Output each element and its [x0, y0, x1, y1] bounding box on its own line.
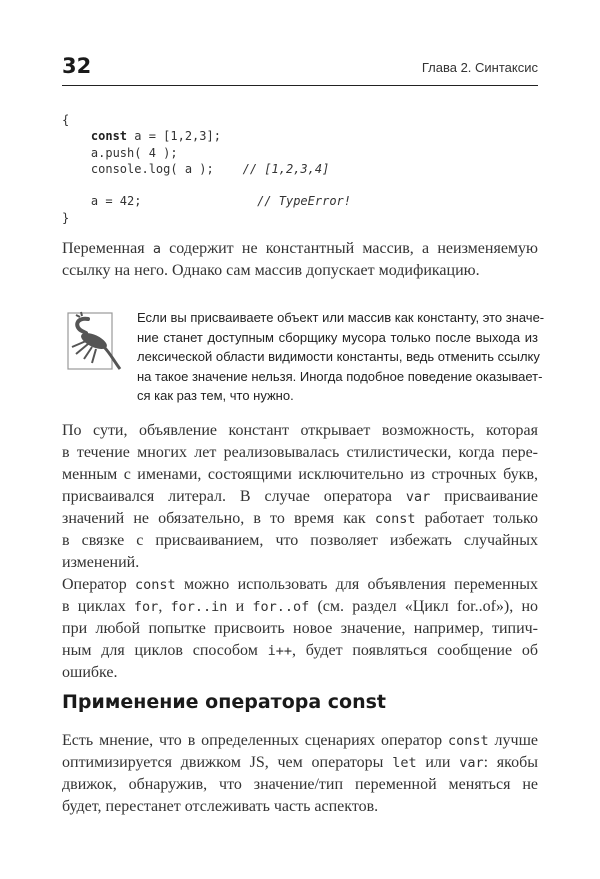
- inline-code: let: [392, 755, 417, 771]
- text-run: По сути, объявление констант открывает возможность, которая: [62, 422, 538, 439]
- code-line: [62, 193, 351, 209]
- text-run: или: [416, 754, 460, 771]
- text-run: в связке с присваиванием, что позволяет избежать случайных: [62, 532, 538, 549]
- text-line: [62, 730, 538, 752]
- text-run: содержит не константный массив, а неизменяемую: [160, 240, 539, 257]
- text-run: (см. раздел «Цикл for..of»), но: [309, 598, 539, 615]
- code-comment: // TypeError!: [257, 194, 351, 209]
- text-line: [62, 238, 538, 260]
- text-run: в течение многих лет реализовывалась стилистически, когда пере-: [62, 444, 538, 461]
- code-text: a = [1,2,3];: [127, 129, 221, 144]
- text-line: [62, 796, 538, 818]
- text-run: при любой попытке присвоить новое значение, например, типич-: [62, 620, 538, 637]
- text-run: изменений.: [62, 554, 140, 571]
- text-run: , будет появляться сообщение об: [292, 642, 538, 659]
- text-run: лучше: [488, 732, 539, 749]
- text-line: [62, 530, 538, 552]
- text-line: [62, 464, 538, 486]
- paragraph: [62, 574, 538, 684]
- text-line: [62, 662, 538, 684]
- code-text: }: [62, 210, 70, 225]
- inline-code: for: [133, 599, 159, 615]
- text-run: менным с именами, состоящими исключительно из строчных букв,: [62, 466, 538, 483]
- text-run: Оператор: [62, 576, 135, 593]
- code-text: console.log( a );: [62, 161, 243, 176]
- text-run: можно использовать для объявления переменных: [175, 576, 539, 593]
- inline-code: var: [405, 489, 431, 505]
- inline-code: i++: [267, 643, 293, 659]
- text-run: будет, перестанет отслеживать часть аспектов.: [62, 798, 379, 815]
- text-line: [62, 640, 538, 662]
- text-run: ным для циклов способом: [62, 642, 268, 659]
- scorpion-icon: [66, 311, 122, 375]
- inline-code: const: [135, 577, 176, 593]
- text-line: [62, 552, 538, 574]
- text-line: [62, 596, 538, 618]
- inline-code: for..of: [252, 599, 310, 615]
- code-line: [62, 128, 351, 144]
- text-line: [62, 574, 538, 596]
- text-run: работает только: [415, 510, 538, 527]
- text-run: ,: [158, 598, 171, 615]
- code-text: a.push( 4 );: [62, 145, 178, 160]
- code-block: [62, 112, 351, 226]
- section-heading: Применение оператора const: [62, 691, 387, 713]
- page-number: 32: [62, 54, 92, 78]
- text-line: [62, 486, 538, 508]
- note-line: Если вы присваиваете объект или массив как константу, это значе-: [137, 310, 545, 325]
- text-line: [62, 420, 538, 442]
- note-line: на такое значение нельзя. Иногда подобное поведение оказывает-: [137, 368, 543, 384]
- text-run: : якобы: [483, 754, 539, 771]
- paragraph: [62, 730, 538, 818]
- text-run: присваивался литерал. В случае оператора: [62, 488, 406, 505]
- inline-code: const: [374, 511, 416, 527]
- text-run: в циклах: [62, 598, 134, 615]
- paragraph: [62, 420, 538, 574]
- code-comment: // [1,2,3,4]: [242, 161, 330, 176]
- code-line: [62, 112, 351, 128]
- code-text: {: [62, 113, 70, 127]
- code-line: [62, 145, 351, 161]
- text-run: и: [227, 598, 253, 615]
- text-run: значений не обязательно, в то время как: [62, 510, 375, 527]
- code-line: [62, 210, 351, 226]
- text-line: [62, 508, 538, 530]
- text-line: [62, 752, 538, 774]
- note-text: [137, 308, 545, 406]
- text-run: Есть мнение, что в определенных сценариях оператор: [62, 732, 449, 749]
- text-line: [62, 442, 538, 464]
- paragraph: [62, 238, 538, 282]
- inline-code: for..in: [170, 599, 228, 615]
- text-run: движок, обнаружив, что значение/тип переменной меняться не: [62, 776, 538, 793]
- code-line: [62, 177, 351, 193]
- code-line: [62, 161, 351, 177]
- note-line: ние станет доступным сборщику мусора только после выхода из: [137, 329, 538, 345]
- text-line: [62, 774, 538, 796]
- code-text: [62, 129, 91, 143]
- inline-code: a: [152, 241, 161, 257]
- text-run: оптимизируется движком JS, чем операторы: [62, 754, 393, 771]
- header-rule: [62, 85, 538, 86]
- running-title: Глава 2. Синтаксис: [421, 60, 538, 75]
- text-line: [62, 260, 538, 282]
- text-line: [62, 618, 538, 640]
- inline-code: var: [459, 755, 484, 771]
- text-run: ошибке.: [62, 664, 118, 681]
- text-run: присваивание: [430, 488, 539, 505]
- text-run: Переменная: [62, 240, 153, 257]
- text-run: ссылку на него. Однако сам массив допускает модификацию.: [62, 262, 480, 279]
- note-line: лексической области видимости константы, ведь отменить ссылку: [137, 349, 540, 364]
- code-keyword: const: [90, 129, 128, 144]
- note-line: ся как раз тем, что нужно.: [137, 388, 294, 403]
- inline-code: const: [448, 733, 489, 749]
- code-text: a = 42;: [62, 194, 258, 209]
